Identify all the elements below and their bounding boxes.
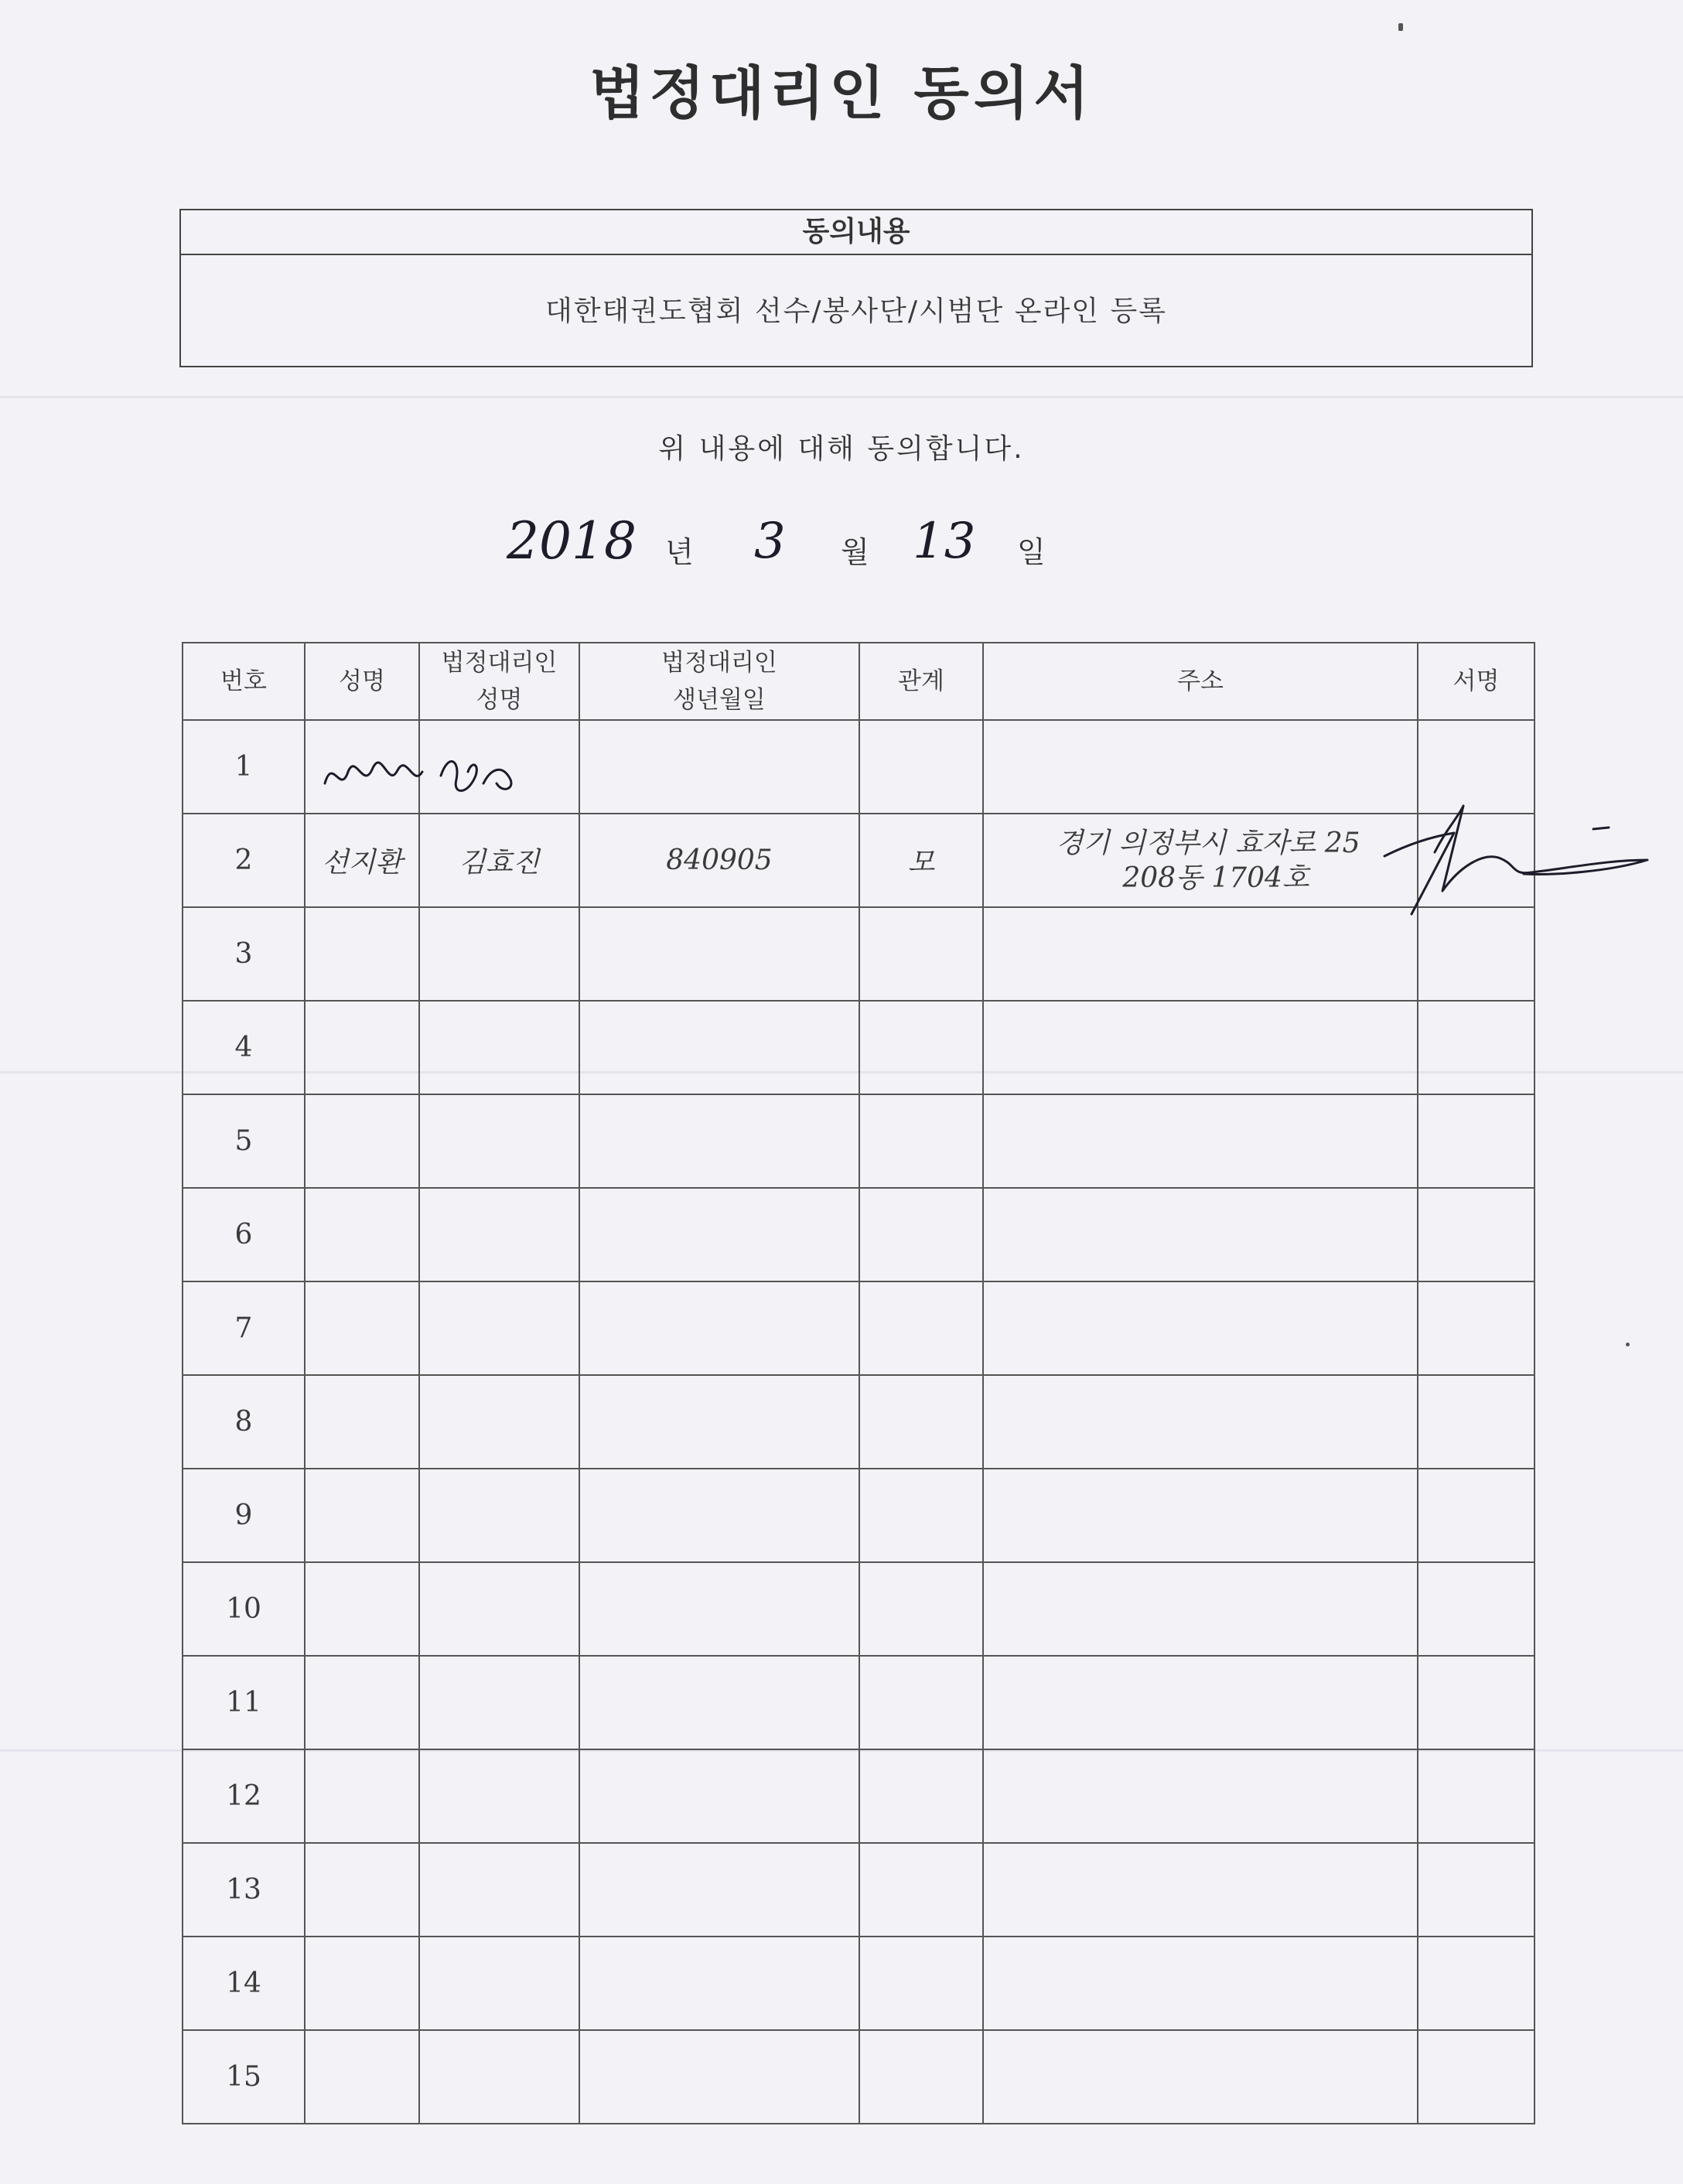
row-address xyxy=(983,1562,1418,1656)
table-row xyxy=(183,2030,1534,2124)
row-guardian-birth xyxy=(579,907,859,1001)
row-guardian-name xyxy=(419,1749,579,1843)
row-signature xyxy=(1418,1375,1534,1469)
row-relation xyxy=(859,1843,983,1937)
row-guardian-birth xyxy=(579,1562,859,1656)
row-number: 3 xyxy=(183,907,305,1001)
row1-scribble xyxy=(317,741,549,810)
row-signature xyxy=(1418,2030,1534,2124)
table-row xyxy=(183,907,1534,1001)
row-name xyxy=(305,2030,419,2124)
row-relation xyxy=(859,1937,983,2030)
row-address xyxy=(983,1094,1418,1188)
row-name xyxy=(305,907,419,1001)
table-row xyxy=(183,1001,1534,1094)
row-guardian-birth xyxy=(579,1749,859,1843)
row-signature xyxy=(1418,1281,1534,1375)
header-number: 번호 xyxy=(183,643,305,720)
row-guardian-name xyxy=(419,1562,579,1656)
scan-speck xyxy=(1398,23,1403,31)
row-address xyxy=(983,720,1418,814)
row-relation xyxy=(859,907,983,1001)
row-name xyxy=(305,1281,419,1375)
table-row xyxy=(183,814,1534,907)
row-number: 14 xyxy=(183,1937,305,2030)
row-guardian-birth xyxy=(579,1281,859,1375)
row-name xyxy=(305,1094,419,1188)
row-address xyxy=(983,1188,1418,1281)
row-address xyxy=(983,907,1418,1001)
row-address xyxy=(983,814,1418,907)
row-name: 선지환 xyxy=(305,814,419,907)
table-header-row xyxy=(183,643,1534,720)
consent-content: 대한태권도협회 선수/봉사단/시범단 온라인 등록 xyxy=(544,295,1168,327)
header-relation: 관계 xyxy=(859,643,983,720)
row-number: 10 xyxy=(183,1562,305,1656)
row-signature xyxy=(1418,1843,1534,1937)
header-guardian-name-line1: 법정대리인 xyxy=(441,648,558,677)
row-address xyxy=(983,1656,1418,1749)
row-guardian-birth xyxy=(579,1937,859,2030)
row-relation xyxy=(859,720,983,814)
table-row xyxy=(183,1843,1534,1937)
row-relation xyxy=(859,1656,983,1749)
row-relation xyxy=(859,1188,983,1281)
header-guardian-birth-line1: 법정대리인 xyxy=(661,648,777,677)
row-address xyxy=(983,1375,1418,1469)
row-guardian-birth xyxy=(579,1375,859,1469)
address-line-1: 경기 의정부시 효자로 25 xyxy=(1056,827,1360,859)
row-guardian-birth xyxy=(579,1843,859,1937)
header-address: 주소 xyxy=(983,643,1418,720)
row-guardian-birth xyxy=(579,2030,859,2124)
row-relation xyxy=(859,1469,983,1562)
table-row xyxy=(183,1656,1534,1749)
row-relation xyxy=(859,1562,983,1656)
table-row xyxy=(183,1375,1534,1469)
agreement-statement: 위 내용에 대해 동의합니다. xyxy=(658,433,1025,465)
row-number: 11 xyxy=(183,1656,305,1749)
row-number: 1 xyxy=(183,720,305,814)
row-address xyxy=(983,1469,1418,1562)
document-title: 법정대리인 동의서 xyxy=(589,60,1094,127)
row-number: 5 xyxy=(183,1094,305,1188)
header-guardian-birth xyxy=(579,643,859,720)
table-row xyxy=(183,1094,1534,1188)
row-relation xyxy=(859,1375,983,1469)
table-body xyxy=(183,720,1534,2124)
row-guardian-birth xyxy=(579,1188,859,1281)
date-day: 13 xyxy=(913,513,976,570)
row-number: 8 xyxy=(183,1375,305,1469)
table-row xyxy=(183,1562,1534,1656)
scan-speck xyxy=(1626,1343,1630,1346)
row-guardian-name: 김효진 xyxy=(419,814,579,907)
row-name xyxy=(305,1656,419,1749)
table-row xyxy=(183,1469,1534,1562)
row-signature xyxy=(1418,1937,1534,2030)
row-relation xyxy=(859,1281,983,1375)
row-signature xyxy=(1418,1188,1534,1281)
header-name: 성명 xyxy=(305,643,419,720)
handwritten-signature xyxy=(1377,798,1655,922)
row-guardian-name xyxy=(419,1001,579,1094)
row-guardian-birth xyxy=(579,1001,859,1094)
row-name xyxy=(305,1937,419,2030)
row-number: 9 xyxy=(183,1469,305,1562)
guardian-table xyxy=(182,642,1535,2124)
row-guardian-name xyxy=(419,2030,579,2124)
row-guardian-birth xyxy=(579,1656,859,1749)
year-label: 년 xyxy=(665,535,694,569)
row-guardian-name xyxy=(419,1094,579,1188)
row-guardian-name xyxy=(419,1656,579,1749)
row-relation: 모 xyxy=(859,814,983,907)
row-address xyxy=(983,2030,1418,2124)
header-guardian-birth-line2: 생년월일 xyxy=(673,686,766,714)
row-number: 7 xyxy=(183,1281,305,1375)
row-guardian-birth xyxy=(579,720,859,814)
paper-fold-line xyxy=(0,396,1683,398)
row-name xyxy=(305,1749,419,1843)
row-signature xyxy=(1418,1001,1534,1094)
row-guardian-name xyxy=(419,907,579,1001)
row-address xyxy=(983,1281,1418,1375)
row-relation xyxy=(859,1749,983,1843)
row-guardian-name xyxy=(419,1188,579,1281)
row-signature xyxy=(1418,1749,1534,1843)
address-line-2: 208동 1704호 xyxy=(1122,862,1309,894)
row-address xyxy=(983,1937,1418,2030)
row-relation xyxy=(859,2030,983,2124)
row-name xyxy=(305,1562,419,1656)
row-guardian-name xyxy=(419,1843,579,1937)
row-number: 2 xyxy=(183,814,305,907)
row-number: 15 xyxy=(183,2030,305,2124)
row-address xyxy=(983,1843,1418,1937)
date-month: 3 xyxy=(754,513,786,570)
consent-box xyxy=(179,209,1533,367)
row-signature xyxy=(1418,1656,1534,1749)
row-name xyxy=(305,1375,419,1469)
row-name xyxy=(305,1001,419,1094)
row-guardian-birth xyxy=(579,1094,859,1188)
row-relation xyxy=(859,1094,983,1188)
header-guardian-name xyxy=(419,643,579,720)
row-guardian-name xyxy=(419,1937,579,2030)
row-name xyxy=(305,1188,419,1281)
consent-header: 동의내용 xyxy=(181,210,1531,255)
row-number: 4 xyxy=(183,1001,305,1094)
table-row xyxy=(183,1281,1534,1375)
header-signature: 서명 xyxy=(1418,643,1534,720)
row-signature xyxy=(1418,1469,1534,1562)
row-guardian-name xyxy=(419,1469,579,1562)
header-guardian-name-line2: 성명 xyxy=(476,686,523,714)
row-guardian-name xyxy=(419,1375,579,1469)
date-year: 2018 xyxy=(507,511,637,571)
date-line xyxy=(0,507,1683,592)
row-name xyxy=(305,1843,419,1937)
table-row xyxy=(183,1749,1534,1843)
row-signature xyxy=(1418,1094,1534,1188)
row-number: 13 xyxy=(183,1843,305,1937)
row-guardian-name xyxy=(419,1281,579,1375)
month-label: 월 xyxy=(841,535,869,569)
row-guardian-birth: 840905 xyxy=(579,814,859,907)
row-address xyxy=(983,1749,1418,1843)
row-relation xyxy=(859,1001,983,1094)
row-guardian-birth xyxy=(579,1469,859,1562)
row-number: 6 xyxy=(183,1188,305,1281)
row-address xyxy=(983,1001,1418,1094)
day-label: 일 xyxy=(1017,535,1046,569)
row-number: 12 xyxy=(183,1749,305,1843)
row-signature xyxy=(1418,1562,1534,1656)
row-name xyxy=(305,1469,419,1562)
table-row xyxy=(183,1188,1534,1281)
table-row xyxy=(183,1937,1534,2030)
